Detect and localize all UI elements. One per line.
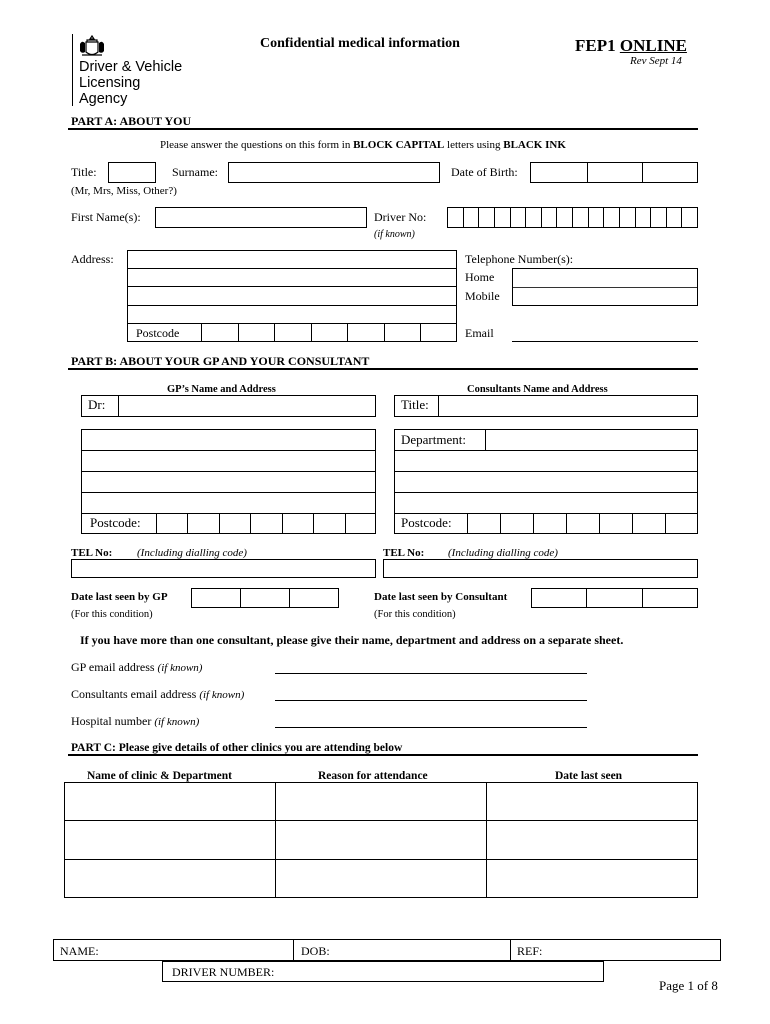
cons-department-label: Department: — [401, 432, 466, 447]
gp-tel-input[interactable] — [71, 559, 376, 578]
cons-seen-year[interactable] — [643, 589, 697, 607]
title-input[interactable] — [108, 162, 156, 183]
cons-email-input[interactable] — [275, 700, 587, 701]
clinic-name-cell[interactable] — [65, 860, 275, 897]
email-label: Email — [465, 326, 494, 340]
gp-postcode-cell[interactable] — [283, 513, 314, 534]
driver-no-cell[interactable] — [495, 208, 511, 227]
cons-postcode-cell[interactable] — [666, 513, 698, 534]
surname-label: Surname: — [172, 165, 218, 179]
col-reason-heading: Reason for attendance — [318, 770, 428, 782]
consultant-heading: Consultants Name and Address — [467, 384, 608, 395]
cons-title-label: Title: — [401, 397, 429, 412]
cons-seen-input[interactable] — [531, 588, 698, 608]
part-a-heading: PART A: ABOUT YOU — [71, 114, 192, 128]
part-b-rule — [68, 368, 698, 370]
clinic-date-cell[interactable] — [487, 783, 697, 820]
footer-divider — [510, 939, 511, 961]
driver-no-cell[interactable] — [511, 208, 527, 227]
postcode-cell[interactable] — [421, 323, 457, 342]
instruction-mid: letters using — [444, 139, 504, 151]
clinic-name-cell[interactable] — [65, 783, 275, 820]
driver-no-label: Driver No: — [374, 210, 427, 224]
driver-no-cell[interactable] — [682, 208, 697, 227]
col-clinic-heading: Name of clinic & Department — [87, 770, 232, 782]
postcode-cell[interactable] — [239, 323, 276, 342]
hospital-number-hint: (if known) — [154, 716, 200, 728]
instruction-block: BLOCK CAPITAL — [353, 139, 445, 151]
cons-postcode-cell[interactable] — [534, 513, 567, 534]
driver-no-cell[interactable] — [573, 208, 589, 227]
logo-line-2: Licensing — [79, 75, 141, 91]
dob-day[interactable] — [531, 163, 588, 182]
page-title: Confidential medical information — [260, 36, 460, 51]
cons-tel-label: TEL No: — [383, 547, 425, 559]
dob-input[interactable] — [530, 162, 698, 183]
logo-rule — [72, 34, 73, 106]
postcode-cell[interactable] — [312, 323, 349, 342]
driver-no-cell[interactable] — [464, 208, 480, 227]
gp-email-hint: (if known) — [157, 662, 203, 674]
gp-tel-label: TEL No: — [71, 547, 113, 559]
logo-line-3: Agency — [79, 91, 128, 107]
gp-postcode-input[interactable] — [156, 513, 376, 534]
page-number: Page 1 of 8 — [659, 978, 718, 993]
dob-year[interactable] — [643, 163, 697, 182]
gp-heading: GP’s Name and Address — [167, 384, 276, 395]
gp-postcode-cell[interactable] — [220, 513, 251, 534]
cons-address-input-3[interactable] — [394, 493, 698, 513]
clinic-reason-cell[interactable] — [276, 783, 486, 820]
cons-seen-day[interactable] — [532, 589, 587, 607]
col-date-heading: Date last seen — [555, 770, 623, 782]
gp-email-label — [71, 660, 202, 675]
gp-seen-day[interactable] — [192, 589, 241, 607]
title-label: Title: — [71, 165, 97, 179]
gp-postcode-label: Postcode: — [90, 515, 141, 530]
footer-dob-label: DOB: — [301, 944, 330, 958]
dob-label: Date of Birth: — [451, 165, 518, 179]
driver-no-cell[interactable] — [448, 208, 464, 227]
gp-condition-hint: (For this condition) — [71, 609, 153, 620]
cons-postcode-cell[interactable] — [468, 513, 501, 534]
part-a-rule — [68, 128, 698, 130]
cons-email-hint: (if known) — [199, 689, 245, 701]
footer-driver-number-label: DRIVER NUMBER: — [172, 965, 275, 979]
cons-postcode-cell[interactable] — [633, 513, 666, 534]
gp-email-input[interactable] — [275, 673, 587, 674]
gp-name-input[interactable] — [118, 395, 376, 417]
home-label: Home — [465, 270, 495, 284]
home-phone-input[interactable] — [512, 268, 698, 287]
postcode-label: Postcode — [136, 326, 180, 340]
email-input[interactable] — [512, 341, 698, 342]
dob-month[interactable] — [588, 163, 643, 182]
hospital-number-label — [71, 714, 199, 729]
clinic-date-cell[interactable] — [487, 860, 697, 897]
title-hint: (Mr, Mrs, Miss, Other?) — [71, 185, 177, 197]
driver-no-cell[interactable] — [651, 208, 667, 227]
gp-address-input-2[interactable] — [81, 451, 376, 471]
address-label: Address: — [71, 252, 114, 266]
part-b-heading: PART B: ABOUT YOUR GP AND YOUR CONSULTANT — [71, 354, 370, 368]
driver-no-hint: (if known) — [374, 229, 415, 240]
mobile-phone-input[interactable] — [512, 288, 698, 306]
cons-tel-input[interactable] — [383, 559, 698, 578]
first-names-input[interactable] — [155, 207, 367, 228]
gp-postcode-cell[interactable] — [314, 513, 345, 534]
instruction-ink: BLACK INK — [503, 139, 566, 151]
driver-no-cell[interactable] — [667, 208, 683, 227]
postcode-cell[interactable] — [275, 323, 312, 342]
footer-driver-number-input[interactable] — [290, 962, 603, 981]
gp-postcode-cell[interactable] — [346, 513, 376, 534]
address-input-1[interactable] — [127, 250, 457, 269]
revision: Rev Sept 14 — [630, 55, 682, 67]
gp-address-input-1[interactable] — [81, 429, 376, 450]
clinic-name-cell[interactable] — [65, 821, 275, 859]
telephone-label: Telephone Number(s): — [465, 252, 574, 266]
footer-name-input[interactable] — [105, 940, 292, 960]
address-input-2[interactable] — [127, 269, 457, 287]
cons-email-text: Consultants email address — [71, 687, 200, 701]
footer-divider — [293, 939, 294, 961]
hospital-number-input[interactable] — [275, 727, 587, 728]
gp-postcode-cell[interactable] — [188, 513, 219, 534]
driver-no-cell[interactable] — [636, 208, 652, 227]
driver-no-cell[interactable] — [604, 208, 620, 227]
footer-dob-input[interactable] — [336, 940, 509, 960]
gp-email-text: GP email address — [71, 660, 158, 674]
cons-postcode-cell[interactable] — [501, 513, 534, 534]
footer-ref-input[interactable] — [550, 940, 720, 960]
gp-postcode-cell[interactable] — [251, 513, 282, 534]
driver-no-cell[interactable] — [542, 208, 558, 227]
clinic-reason-cell[interactable] — [276, 821, 486, 859]
cons-postcode-cell[interactable] — [600, 513, 633, 534]
hospital-number-text: Hospital number — [71, 714, 155, 728]
postcode-input[interactable] — [201, 323, 457, 342]
postcode-cell[interactable] — [202, 323, 239, 342]
mobile-label: Mobile — [465, 289, 500, 303]
gp-dr-label: Dr: — [88, 397, 106, 412]
part-c-rule — [68, 754, 698, 756]
logo-line-1: Driver & Vehicle — [79, 59, 183, 75]
gp-postcode-cell[interactable] — [157, 513, 188, 534]
cons-address-input-2[interactable] — [394, 472, 698, 492]
driver-no-cell[interactable] — [526, 208, 542, 227]
cons-tel-hint: (Including dialling code) — [448, 547, 558, 559]
footer-name-label: NAME: — [60, 944, 99, 958]
surname-input[interactable] — [228, 162, 440, 183]
driver-no-input[interactable] — [447, 207, 698, 228]
address-input-4[interactable] — [127, 306, 457, 323]
cons-postcode-cell[interactable] — [567, 513, 600, 534]
cons-seen-label: Date last seen by Consultant — [374, 591, 508, 603]
gp-tel-hint: (Including dialling code) — [137, 547, 247, 559]
postcode-cell[interactable] — [348, 323, 385, 342]
gp-seen-input[interactable] — [191, 588, 339, 608]
first-names-label: First Name(s): — [71, 210, 141, 224]
cons-address-input-1[interactable] — [394, 451, 698, 471]
part-c-heading: PART C: Please give details of other clinics you are attending below — [71, 742, 403, 754]
driver-no-cell[interactable] — [479, 208, 495, 227]
cons-postcode-label: Postcode: — [401, 515, 452, 530]
gp-address-input-3[interactable] — [81, 472, 376, 492]
instruction-pre: Please answer the questions on this form in — [160, 139, 354, 151]
driver-no-cell[interactable] — [557, 208, 573, 227]
form-code-main: FEP1 — [575, 36, 616, 55]
multiple-consultant-note: If you have more than one consultant, please give their name, department and address on a separate sheet. — [80, 633, 624, 647]
cons-email-label — [71, 687, 244, 702]
cons-title-input[interactable] — [438, 395, 698, 417]
form-code-online: ONLINE — [619, 36, 687, 55]
postcode-cell[interactable] — [385, 323, 422, 342]
gp-seen-month[interactable] — [241, 589, 290, 607]
gp-seen-year[interactable] — [290, 589, 338, 607]
clinic-reason-cell[interactable] — [276, 860, 486, 897]
gp-seen-label: Date last seen by GP — [71, 591, 168, 603]
driver-no-cell[interactable] — [620, 208, 636, 227]
cons-department-input[interactable] — [486, 430, 697, 450]
form-code — [575, 36, 687, 56]
instruction — [160, 138, 566, 152]
footer-ref-label: REF: — [517, 944, 543, 958]
cons-condition-hint: (For this condition) — [374, 609, 456, 620]
clinic-date-cell[interactable] — [487, 821, 697, 859]
gp-address-input-4[interactable] — [81, 493, 376, 513]
cons-postcode-input[interactable] — [467, 513, 698, 534]
driver-no-cell[interactable] — [589, 208, 605, 227]
cons-seen-month[interactable] — [587, 589, 642, 607]
royal-crest-icon — [78, 34, 106, 58]
address-input-3[interactable] — [127, 287, 457, 305]
